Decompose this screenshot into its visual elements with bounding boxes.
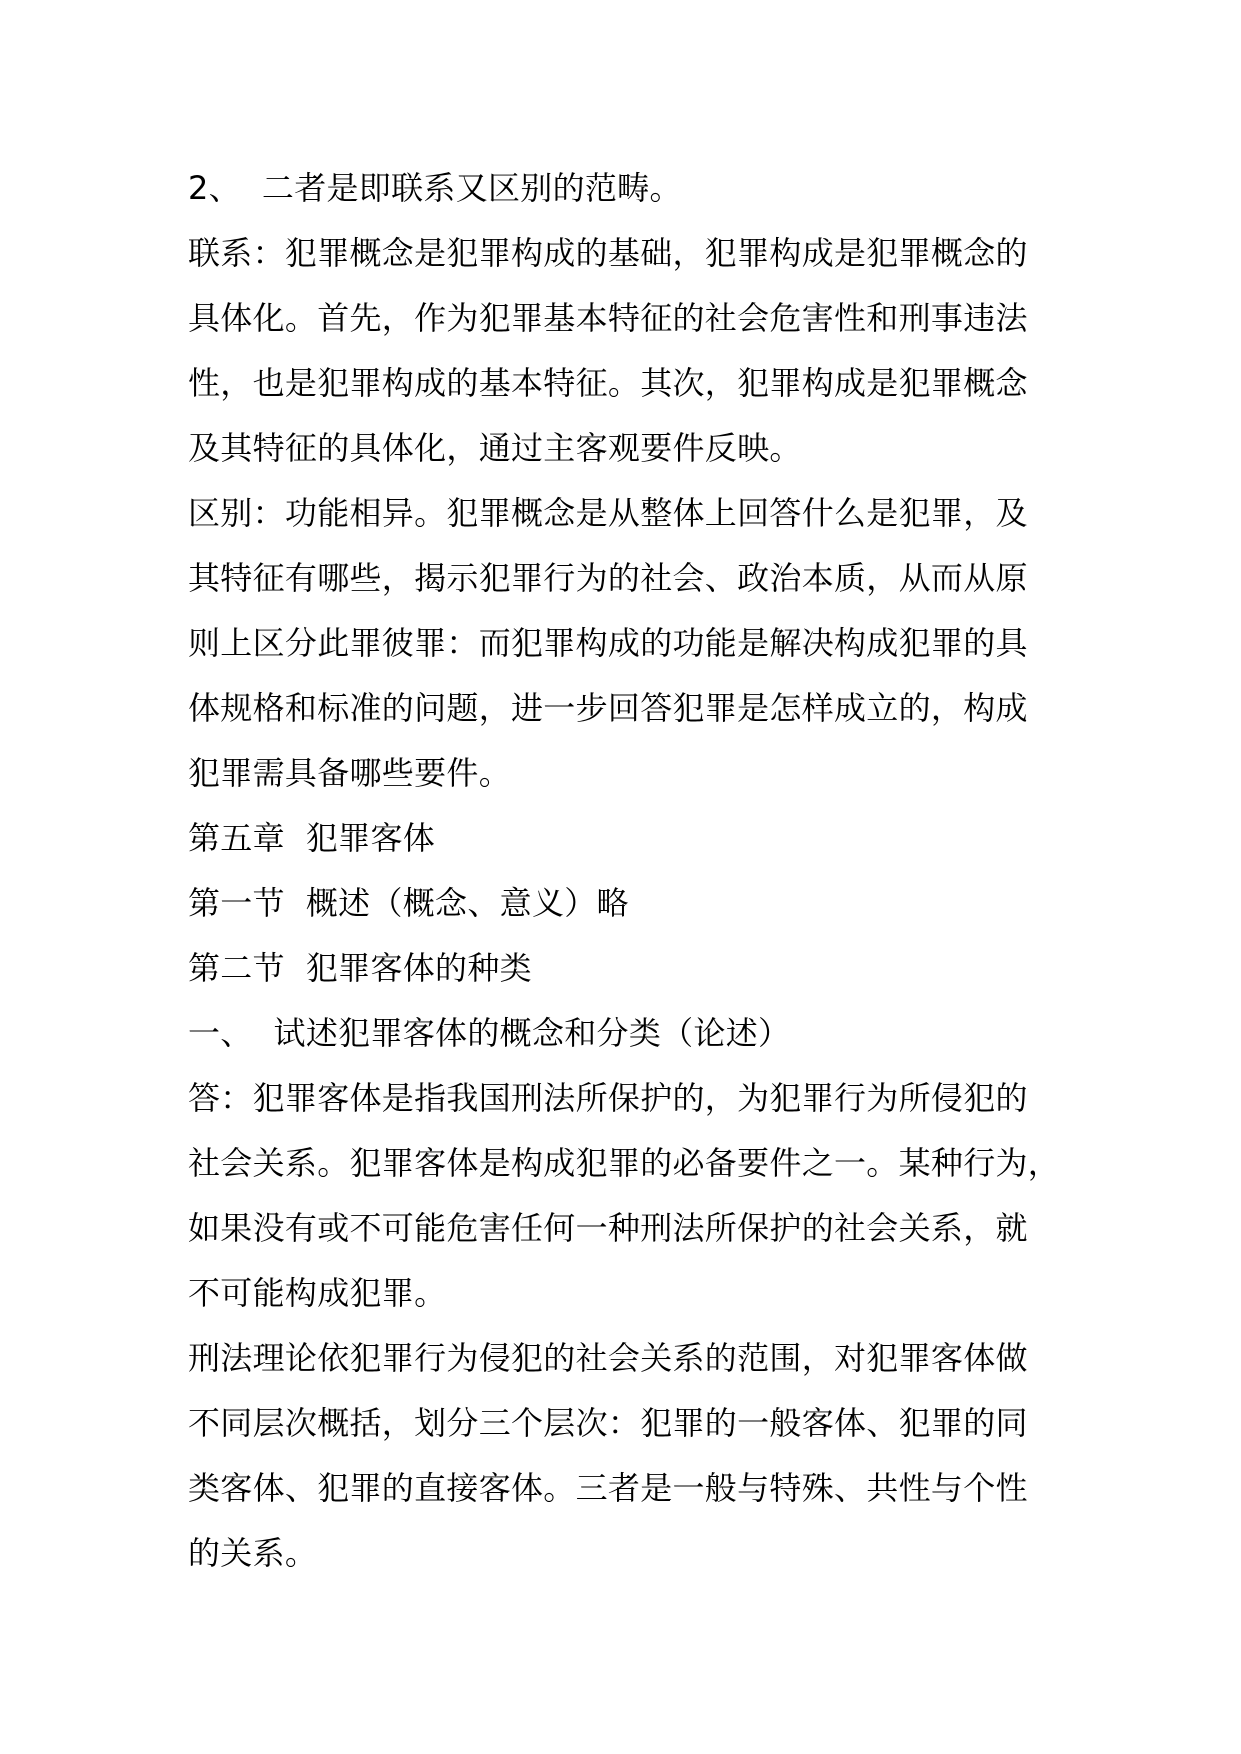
text-line: 社会关系。犯罪客体是构成犯罪的必备要件之一。某种行为， xyxy=(188,1144,1061,1182)
text-line: 刑法理论依犯罪行为侵犯的社会关系的范围，对犯罪客体做 xyxy=(188,1339,1028,1377)
text-line: 第二节 犯罪客体的种类 xyxy=(188,949,532,987)
section-heading-1 xyxy=(188,871,1068,936)
text-line: 犯罪需具备哪些要件。 xyxy=(188,754,512,792)
text-line: 的关系。 xyxy=(188,1534,318,1572)
text-line: 及其特征的具体化，通过主客观要件反映。 xyxy=(188,429,802,467)
text-line: 第一节 概述（概念、意义）略 xyxy=(188,884,629,922)
text-line: 具体化。首先，作为犯罪基本特征的社会危害性和刑事违法 xyxy=(188,299,1028,337)
text-line: 类客体、犯罪的直接客体。三者是一般与特殊、共性与个性 xyxy=(188,1469,1028,1507)
text-line: 性，也是犯罪构成的基本特征。其次，犯罪构成是犯罪概念 xyxy=(188,364,1028,402)
text-line: 不可能构成犯罪。 xyxy=(188,1274,447,1312)
text-line: 答：犯罪客体是指我国刑法所保护的，为犯罪行为所侵犯的 xyxy=(188,1079,1028,1117)
text-line: 一、 试述犯罪客体的概念和分类（论述） xyxy=(188,1014,791,1052)
section-heading-2 xyxy=(188,936,1068,1001)
text-line: 其特征有哪些，揭示犯罪行为的社会、政治本质，从而从原 xyxy=(188,559,1028,597)
text-line: 如果没有或不可能危害任何一种刑法所保护的社会关系，就 xyxy=(188,1209,1028,1247)
paragraph-connection xyxy=(188,221,1068,481)
text-line: 不同层次概括，划分三个层次：犯罪的一般客体、犯罪的同 xyxy=(188,1404,1028,1442)
paragraph-difference xyxy=(188,481,1068,806)
text-line: 联系：犯罪概念是犯罪构成的基础，犯罪构成是犯罪概念的 xyxy=(188,234,1028,272)
paragraph-answer xyxy=(188,1066,1068,1326)
text-line: 则上区分此罪彼罪：而犯罪构成的功能是解决构成犯罪的具 xyxy=(188,624,1028,662)
document-body xyxy=(188,156,1068,1586)
text-line: 2、 二者是即联系又区别的范畴。 xyxy=(188,169,682,207)
text-line: 体规格和标准的问题，进一步回答犯罪是怎样成立的，构成 xyxy=(188,689,1028,727)
text-line: 第五章 犯罪客体 xyxy=(188,819,436,857)
text-line: 区别：功能相异。犯罪概念是从整体上回答什么是犯罪，及 xyxy=(188,494,1028,532)
list-item-heading-2 xyxy=(188,156,1068,221)
chapter-heading xyxy=(188,806,1068,871)
paragraph-levels xyxy=(188,1326,1068,1586)
question-heading xyxy=(188,1001,1068,1066)
